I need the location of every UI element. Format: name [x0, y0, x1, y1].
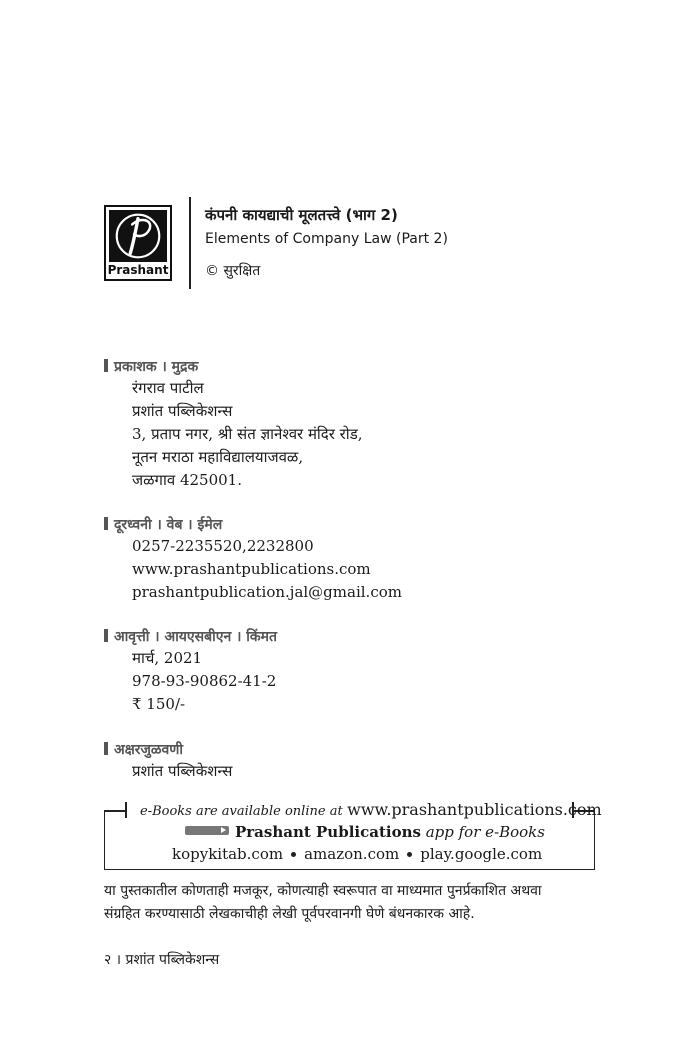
email-link[interactable]: prashantpublication.jal@gmail.com	[132, 583, 402, 601]
publisher-logo	[104, 205, 172, 281]
section-marker	[104, 517, 108, 530]
edition-details	[132, 647, 276, 716]
ebook-app-line	[185, 823, 545, 841]
ebook-availability	[140, 800, 602, 819]
typesetter-name: प्रशांत पब्लिकेशन्स	[132, 762, 233, 780]
phone-number: 0257-2235520,2232800	[132, 537, 314, 555]
price: ₹ 150/-	[132, 695, 186, 713]
store-link-play[interactable]: play.google.com	[420, 845, 543, 863]
publisher-line: जळगाव 425001.	[132, 471, 242, 489]
header-divider	[189, 197, 191, 289]
disclaimer-line: संग्रहित करण्यासाठी लेखकाचीही लेखी पूर्वपरवानगी घेणे बंधनकारक आहे.	[104, 906, 475, 922]
isbn: 978-93-90862-41-2	[132, 672, 277, 690]
ebook-stores	[172, 845, 542, 863]
typesetting-heading-text: अक्षरजुळवणी	[114, 742, 184, 758]
website-link[interactable]: www.prashantpublications.com	[132, 560, 371, 578]
section-marker	[104, 742, 108, 755]
disclaimer-line: या पुस्तकातील कोणताही मजकूर, कोणत्याही स्वरूपात वा माध्यमात पुनर्प्रकाशित अथवा	[104, 883, 542, 899]
bullet-icon	[291, 852, 296, 857]
contact-heading-text: दूरध्वनी । वेब । ईमेल	[114, 517, 223, 533]
typesetting-details	[132, 760, 232, 783]
page-footer: २ । प्रशांत पब्लिकेशन्स	[104, 952, 220, 968]
contact-heading	[104, 515, 222, 534]
publisher-line: 3, प्रताप नगर, श्री संत ज्ञानेश्वर मंदिर रोड,	[132, 425, 363, 443]
copyright-notice: © सुरक्षित	[205, 263, 261, 279]
download-badge-icon	[185, 826, 229, 835]
ebook-url-link[interactable]: www.prashantpublications.com	[347, 800, 602, 819]
edition-date: मार्च, 2021	[132, 649, 203, 667]
publisher-heading	[104, 357, 198, 376]
contact-details	[132, 535, 402, 604]
bullet-icon	[407, 852, 412, 857]
typesetting-heading	[104, 740, 183, 759]
publisher-name: Prashant Publications	[235, 823, 421, 841]
ebook-available-text: e-Books are available online at	[140, 804, 343, 819]
section-marker	[104, 359, 108, 372]
store-link-kopykitab[interactable]: kopykitab.com	[172, 845, 284, 863]
publisher-line: नूतन मराठा महाविद्यालयाजवळ,	[132, 448, 304, 466]
copyright-disclaimer	[104, 880, 604, 926]
edition-heading	[104, 627, 277, 646]
book-title-marathi: कंपनी कायद्याची मूलतत्त्वे (भाग 2)	[205, 206, 398, 224]
prashant-p-logo-icon	[109, 210, 167, 262]
book-title-english: Elements of Company Law (Part 2)	[205, 231, 448, 247]
publisher-line: प्रशांत पब्लिकेशन्स	[132, 402, 233, 420]
section-marker	[104, 629, 108, 642]
publisher-details	[132, 377, 363, 492]
store-link-amazon[interactable]: amazon.com	[304, 845, 400, 863]
edition-heading-text: आवृत्ती । आयएसबीएन । किंमत	[114, 629, 277, 645]
publisher-line: रंगराव पाटील	[132, 379, 204, 397]
box-border	[125, 802, 127, 818]
app-text: app for e-Books	[425, 823, 545, 841]
publisher-heading-text: प्रकाशक । मुद्रक	[114, 359, 199, 375]
logo-brand-text: Prashant	[107, 263, 169, 277]
box-border	[104, 810, 126, 812]
